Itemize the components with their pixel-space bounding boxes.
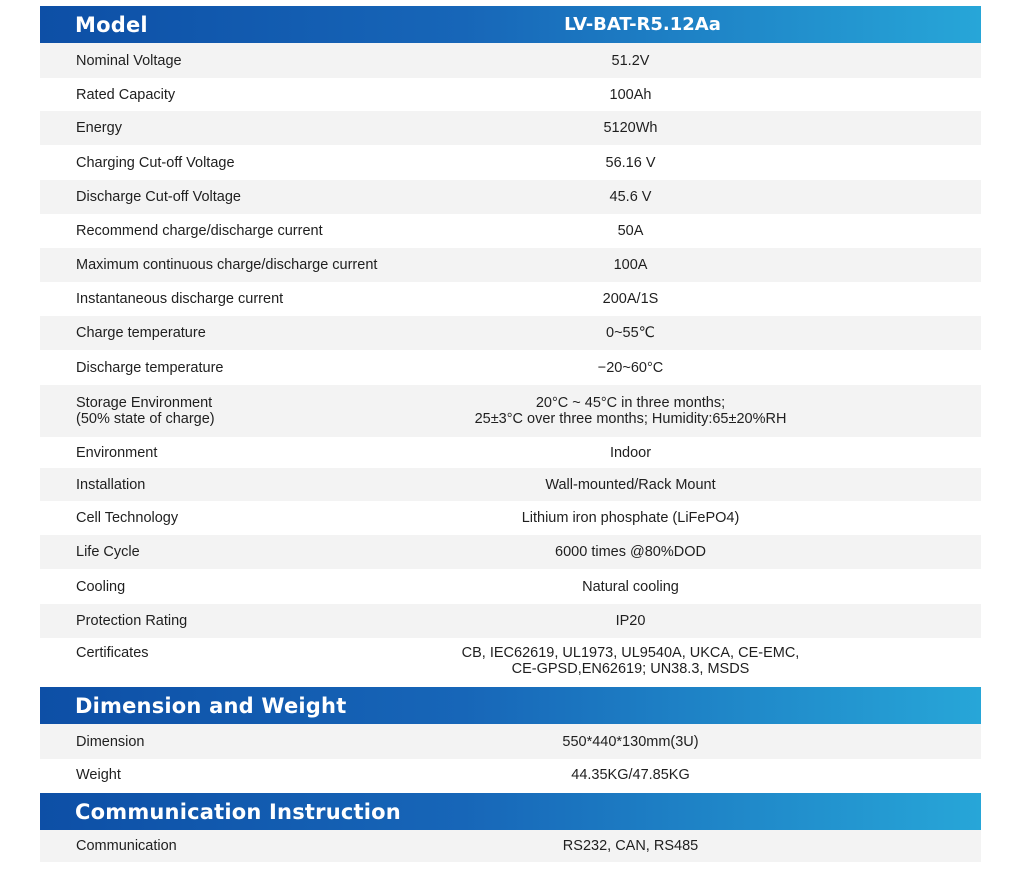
spec-label: Installation: [76, 476, 146, 493]
spec-row-instantaneous-current: [40, 282, 981, 316]
spec-label: Protection Rating: [76, 613, 188, 629]
spec-value: 51.2V: [611, 52, 650, 69]
spec-value: 200A/1S: [602, 291, 659, 307]
spec-label: Life Cycle: [76, 544, 140, 560]
spec-value: RS232, CAN, RS485: [562, 838, 699, 854]
spec-value: 6000 times @80%DOD: [555, 544, 706, 560]
spec-value-line: CB, IEC62619, UL1973, UL9540A, UKCA, CE-EMC,: [461, 645, 800, 661]
spec-label: Certificates: [76, 645, 149, 661]
spec-value: 5120Wh: [603, 120, 658, 136]
model-value: LV-BAT-R5.12Aa: [564, 14, 721, 35]
spec-row-nominal-voltage: [40, 43, 981, 78]
spec-value: 44.35KG/47.85KG: [571, 766, 690, 783]
spec-row-cell-technology: [40, 501, 981, 535]
spec-row-weight: [40, 759, 981, 790]
spec-label: Charging Cut-off Voltage: [76, 154, 235, 171]
spec-row-protection-rating: [40, 604, 981, 638]
spec-row-charging-cutoff: [40, 145, 981, 180]
model-header: [40, 6, 981, 43]
spec-value: Lithium iron phosphate (LiFePO4): [521, 510, 740, 526]
spec-row-environment: [40, 437, 981, 468]
spec-label: Communication: [76, 838, 177, 854]
spec-row-energy: [40, 111, 981, 145]
spec-value: 550*440*130mm(3U): [562, 733, 699, 750]
spec-label: Rated Capacity: [76, 86, 176, 103]
spec-row-discharge-temperature: [40, 350, 981, 385]
spec-row-recommend-current: [40, 214, 981, 248]
spec-value: Indoor: [609, 444, 652, 461]
spec-row-charge-temperature: [40, 316, 981, 350]
spec-row-max-current: [40, 248, 981, 282]
spec-label: Maximum continuous charge/discharge current: [76, 257, 378, 273]
spec-value: 45.6 V: [609, 189, 652, 205]
dimension-section-header: [40, 687, 981, 724]
dimension-section-title: Dimension and Weight: [75, 693, 347, 718]
spec-label: Weight: [76, 766, 121, 783]
spec-label: Nominal Voltage: [76, 52, 182, 69]
spec-value: 100A: [613, 257, 648, 273]
spec-value: −20~60°C: [597, 359, 664, 376]
spec-value: [300, 395, 981, 427]
spec-label: Cell Technology: [76, 510, 179, 526]
spec-value-line: 25±3°C over three months; Humidity:65±20%RH: [474, 411, 787, 427]
communication-section-header: [40, 793, 981, 830]
spec-value: Natural cooling: [582, 578, 679, 595]
spec-row-discharge-cutoff: [40, 180, 981, 214]
spec-label: Dimension: [76, 733, 145, 750]
spec-sheet: [40, 6, 981, 862]
spec-label: Recommend charge/discharge current: [76, 223, 323, 239]
spec-label: Charge temperature: [76, 325, 206, 341]
spec-label: Instantaneous discharge current: [76, 291, 284, 307]
spec-row-life-cycle: [40, 535, 981, 569]
spec-value-line: CE-GPSD,EN62619; UN38.3, MSDS: [511, 661, 750, 677]
spec-value: Wall-mounted/Rack Mount: [545, 476, 716, 493]
spec-value: IP20: [615, 613, 646, 629]
spec-label: Discharge Cut-off Voltage: [76, 189, 241, 205]
spec-label-line: Storage Environment: [76, 395, 213, 411]
communication-section-title: Communication Instruction: [75, 799, 401, 824]
spec-value: 50A: [617, 223, 644, 239]
spec-label: [40, 395, 300, 427]
model-label: Model: [75, 12, 148, 37]
spec-value: 100Ah: [609, 86, 652, 103]
spec-value: 56.16 V: [605, 154, 656, 171]
spec-row-storage-environment: [40, 385, 981, 437]
spec-row-communication: [40, 830, 981, 862]
spec-value-line: 20°C ~ 45°C in three months;: [535, 395, 726, 411]
spec-row-installation: [40, 468, 981, 501]
spec-row-cooling: [40, 569, 981, 604]
spec-label: Discharge temperature: [76, 359, 224, 376]
spec-row-dimension: [40, 724, 981, 759]
spec-label-line: (50% state of charge): [76, 411, 215, 427]
spec-label: Cooling: [76, 578, 126, 595]
spec-value: [300, 645, 981, 677]
spec-value: 0~55℃: [606, 325, 655, 341]
spec-row-certificates: [40, 638, 981, 686]
spec-label: Environment: [76, 444, 158, 461]
spec-label: Energy: [76, 120, 122, 136]
spec-row-rated-capacity: [40, 78, 981, 111]
